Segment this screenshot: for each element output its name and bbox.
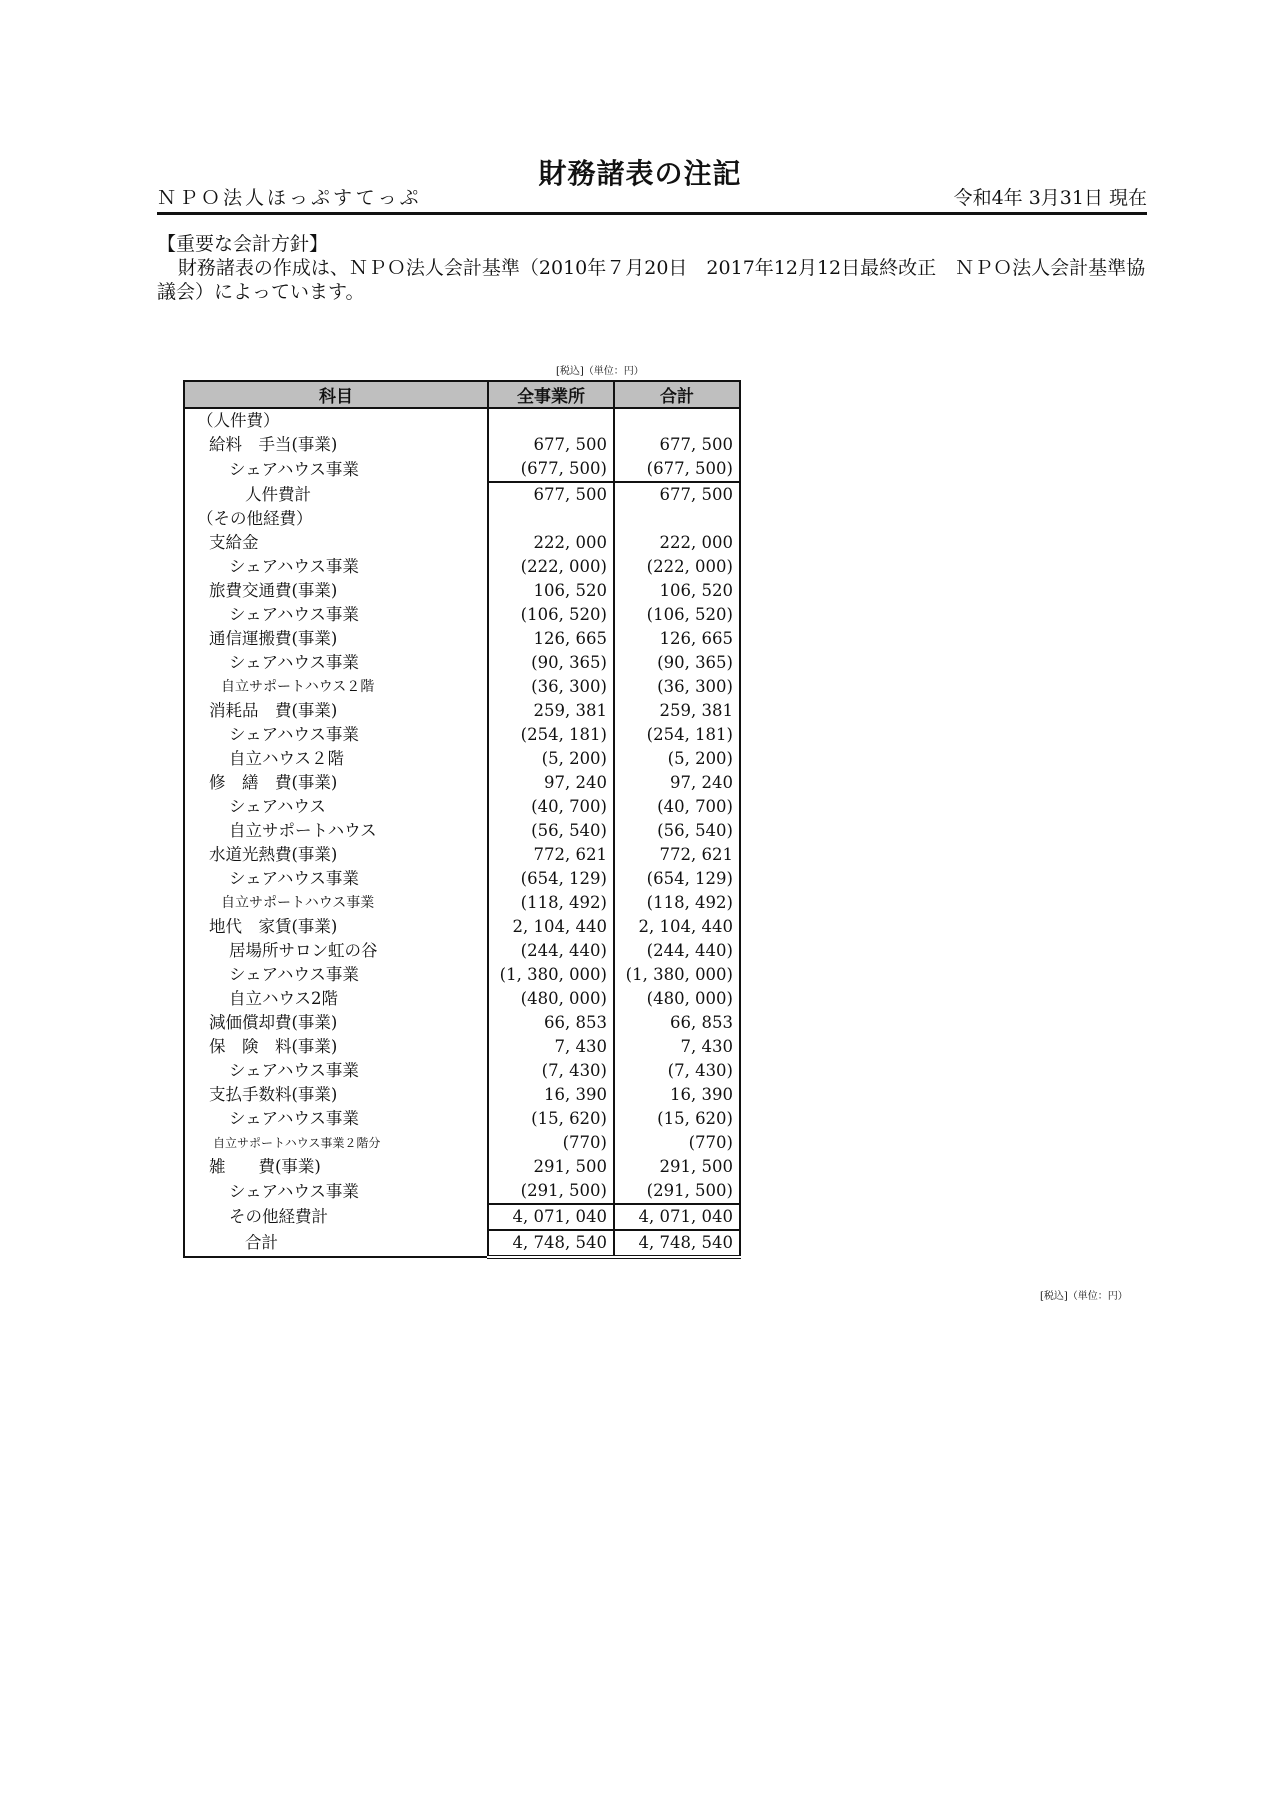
total-amount-cell: (677, 500): [614, 457, 740, 482]
account-name-cell: 自立サポートハウス２階: [221, 679, 375, 695]
table-row: [184, 699, 740, 723]
all-offices-amount-cell: (291, 500): [488, 1179, 614, 1204]
total-amount-cell: 97, 240: [614, 771, 740, 795]
total-amount-cell: 16, 390: [614, 1083, 740, 1107]
total-amount-cell: (7, 430): [614, 1059, 740, 1083]
all-offices-amount-cell: 772, 621: [488, 843, 614, 867]
account-name-cell: 支給金: [209, 533, 259, 552]
table-row: [184, 1011, 740, 1035]
account-name-cell: シェアハウス事業: [229, 557, 359, 576]
total-amount-cell: (15, 620): [614, 1107, 740, 1131]
header-account: 科目: [184, 381, 488, 408]
account-name-cell: 減価償却費(事業): [209, 1013, 338, 1032]
total-amount-cell: [614, 507, 740, 531]
all-offices-amount-cell: [488, 507, 614, 531]
account-name-cell: 自立ハウス２階: [229, 749, 345, 768]
account-name-cell: シェアハウス事業: [229, 1061, 359, 1080]
account-name-cell: 消耗品 費(事業): [209, 701, 338, 720]
total-amount-cell: [614, 408, 740, 433]
table-row: [184, 1083, 740, 1107]
account-name-cell: 合計: [245, 1233, 278, 1252]
total-amount-cell: (118, 492): [614, 891, 740, 915]
account-name-cell: 自立サポートハウス: [229, 821, 377, 840]
unit-note-bottom: [税込]（単位：円）: [1040, 1291, 1128, 1302]
account-name-cell: シェアハウス: [229, 797, 326, 816]
table-row: [184, 507, 740, 531]
total-amount-cell: 291, 500: [614, 1155, 740, 1179]
table-row: [184, 1035, 740, 1059]
all-offices-amount-cell: (654, 129): [488, 867, 614, 891]
account-name-cell: 自立サポートハウス事業２階分: [213, 1136, 381, 1150]
account-name-cell: シェアハウス事業: [229, 605, 359, 624]
all-offices-amount-cell: (254, 181): [488, 723, 614, 747]
as-of-date: 令和4年 3月31日 現在: [953, 187, 1147, 209]
total-amount-cell: 677, 500: [614, 433, 740, 457]
policy-body: 財務諸表の作成は、ＮＰＯ法人会計基準（2010年７月20日 2017年12月12日最終改正 ＮＰＯ法人会計基準協議会）によっています。: [157, 257, 1146, 303]
total-amount-cell: 126, 665: [614, 627, 740, 651]
account-name-cell: 雑 費(事業): [209, 1157, 321, 1176]
organization-name: ＮＰＯ法人ほっぷすてっぷ: [157, 187, 422, 209]
total-amount-cell: 7, 430: [614, 1035, 740, 1059]
all-offices-amount-cell: (40, 700): [488, 795, 614, 819]
total-amount-cell: (480, 000): [614, 987, 740, 1011]
all-offices-amount-cell: (5, 200): [488, 747, 614, 771]
table-row: [184, 1155, 740, 1179]
expense-table: [183, 380, 741, 1259]
account-name-cell: 居場所サロン虹の谷: [229, 941, 378, 960]
table-row: [184, 1059, 740, 1083]
table-row: [184, 723, 740, 747]
table-row: [184, 627, 740, 651]
all-offices-amount-cell: (480, 000): [488, 987, 614, 1011]
total-amount-cell: (1, 380, 000): [614, 963, 740, 987]
all-offices-amount-cell: 677, 500: [488, 433, 614, 457]
all-offices-amount-cell: 16, 390: [488, 1083, 614, 1107]
policy-heading: 【重要な会計方針】: [157, 233, 329, 255]
table-row: [184, 939, 740, 963]
page-title: 財務諸表の注記: [538, 157, 742, 190]
account-name-cell: シェアハウス事業: [229, 1181, 359, 1201]
total-amount-cell: (106, 520): [614, 603, 740, 627]
all-offices-amount-cell: (106, 520): [488, 603, 614, 627]
table-row: [184, 579, 740, 603]
table-row: [184, 603, 740, 627]
total-amount-cell: (222, 000): [614, 555, 740, 579]
total-amount-cell: 106, 520: [614, 579, 740, 603]
account-name-cell: 給料 手当(事業): [209, 435, 338, 454]
account-name-cell: 自立ハウス2階: [229, 989, 339, 1008]
all-offices-amount-cell: (15, 620): [488, 1107, 614, 1131]
all-offices-amount-cell: [488, 408, 614, 433]
account-name-cell: （その他経費）: [197, 509, 313, 528]
header-row: [157, 185, 1147, 215]
total-amount-cell: (770): [614, 1131, 740, 1155]
account-name-cell: シェアハウス事業: [229, 869, 359, 888]
table-row: [184, 891, 740, 915]
total-amount-cell: 677, 500: [614, 482, 740, 507]
table-row: [184, 747, 740, 771]
total-amount-cell: (254, 181): [614, 723, 740, 747]
all-offices-amount-cell: (1, 380, 000): [488, 963, 614, 987]
table-row: [184, 531, 740, 555]
all-offices-amount-cell: (677, 500): [488, 457, 614, 482]
total-amount-cell: 66, 853: [614, 1011, 740, 1035]
all-offices-amount-cell: 259, 381: [488, 699, 614, 723]
all-offices-amount-cell: 222, 000: [488, 531, 614, 555]
total-amount-cell: (654, 129): [614, 867, 740, 891]
account-name-cell: 保 険 料(事業): [209, 1037, 338, 1056]
account-name-cell: シェアハウス事業: [229, 725, 359, 744]
table-row: [184, 867, 740, 891]
account-name-cell: シェアハウス事業: [229, 965, 359, 984]
account-name-cell: シェアハウス事業: [229, 1109, 359, 1128]
account-name-cell: 通信運搬費(事業): [209, 629, 338, 648]
total-amount-cell: (56, 540): [614, 819, 740, 843]
table-row: [184, 675, 740, 699]
table-row: [184, 1179, 740, 1204]
total-amount-cell: (244, 440): [614, 939, 740, 963]
all-offices-amount-cell: 66, 853: [488, 1011, 614, 1035]
table-row: [184, 408, 740, 433]
all-offices-amount-cell: 2, 104, 440: [488, 915, 614, 939]
all-offices-amount-cell: 106, 520: [488, 579, 614, 603]
table-row: [184, 433, 740, 457]
accounting-policy: [157, 232, 1157, 304]
all-offices-amount-cell: (118, 492): [488, 891, 614, 915]
all-offices-amount-cell: (770): [488, 1131, 614, 1155]
table-row: [184, 1107, 740, 1131]
all-offices-amount-cell: (36, 300): [488, 675, 614, 699]
table-row: [184, 771, 740, 795]
total-amount-cell: 772, 621: [614, 843, 740, 867]
total-amount-cell: (36, 300): [614, 675, 740, 699]
account-name-cell: シェアハウス事業: [229, 653, 359, 672]
account-name-cell: （人件費）: [197, 411, 280, 430]
total-amount-cell: (5, 200): [614, 747, 740, 771]
total-amount-cell: 4, 748, 540: [614, 1230, 740, 1257]
account-name-cell: 旅費交通費(事業): [209, 581, 338, 600]
header-total: 合計: [614, 381, 740, 408]
total-amount-cell: 2, 104, 440: [614, 915, 740, 939]
total-amount-cell: (291, 500): [614, 1179, 740, 1204]
all-offices-amount-cell: (90, 365): [488, 651, 614, 675]
all-offices-amount-cell: (244, 440): [488, 939, 614, 963]
account-name-cell: 水道光熱費(事業): [209, 845, 338, 864]
account-name-cell: 支払手数料(事業): [209, 1085, 338, 1104]
account-name-cell: 人件費計: [245, 484, 311, 504]
table-row: [184, 1204, 740, 1230]
table-header-row: [184, 381, 740, 408]
all-offices-amount-cell: 4, 748, 540: [488, 1230, 614, 1257]
all-offices-amount-cell: (56, 540): [488, 819, 614, 843]
table-row: [184, 915, 740, 939]
total-amount-cell: 259, 381: [614, 699, 740, 723]
total-amount-cell: 222, 000: [614, 531, 740, 555]
total-amount-cell: 4, 071, 040: [614, 1204, 740, 1230]
all-offices-amount-cell: 7, 430: [488, 1035, 614, 1059]
table-row: [184, 457, 740, 482]
table-row: [184, 651, 740, 675]
header-all-offices: 全事業所: [488, 381, 614, 408]
table-row: [184, 843, 740, 867]
account-name-cell: 自立サポートハウス事業: [221, 895, 375, 911]
all-offices-amount-cell: 677, 500: [488, 482, 614, 507]
unit-note-top: [税込]（単位：円）: [556, 366, 644, 377]
account-name-cell: シェアハウス事業: [229, 459, 359, 479]
all-offices-amount-cell: 126, 665: [488, 627, 614, 651]
account-name-cell: 地代 家賃(事業): [209, 917, 338, 936]
account-name-cell: 修 繕 費(事業): [209, 773, 338, 792]
all-offices-amount-cell: 291, 500: [488, 1155, 614, 1179]
total-amount-cell: (40, 700): [614, 795, 740, 819]
all-offices-amount-cell: 4, 071, 040: [488, 1204, 614, 1230]
all-offices-amount-cell: 97, 240: [488, 771, 614, 795]
table-row: [184, 555, 740, 579]
account-name-cell: その他経費計: [229, 1207, 328, 1226]
table-row: [184, 482, 740, 507]
all-offices-amount-cell: (222, 000): [488, 555, 614, 579]
table-row: [184, 1131, 740, 1155]
table-row: [184, 795, 740, 819]
all-offices-amount-cell: (7, 430): [488, 1059, 614, 1083]
table-row: [184, 987, 740, 1011]
table-row: [184, 819, 740, 843]
total-amount-cell: (90, 365): [614, 651, 740, 675]
table-row: [184, 963, 740, 987]
table-row: [184, 1230, 740, 1257]
